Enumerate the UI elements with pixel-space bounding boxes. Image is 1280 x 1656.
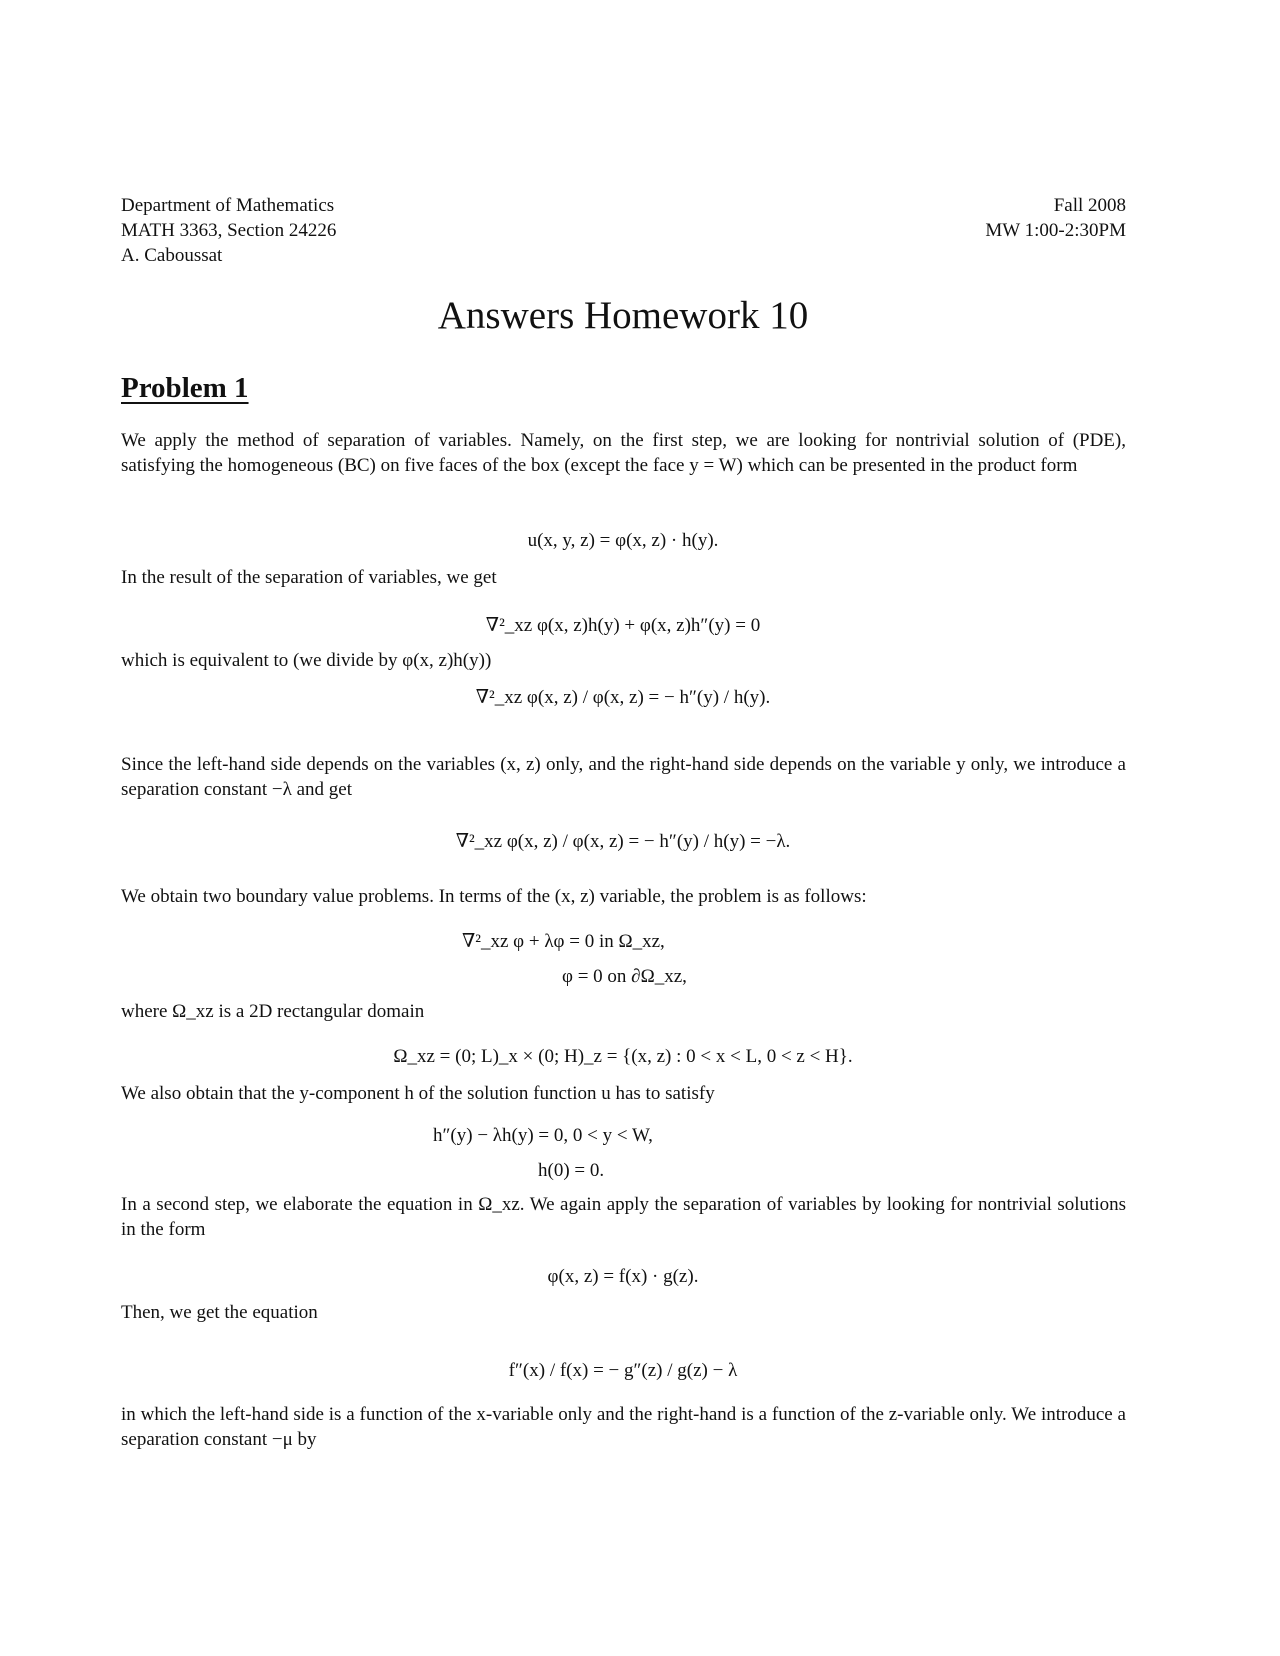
equation-fg-ratio-text: f″(x) / f(x) = − g″(z) / g(z) − λ bbox=[508, 1360, 738, 1381]
paragraph-y-component bbox=[121, 1081, 1126, 1106]
equation-lambda-text: ∇²_xz φ(x, z) / φ(x, z) = − h″(y) / h(y) = −λ. bbox=[455, 831, 791, 852]
equation-h-bc-text: h(0) = 0. bbox=[538, 1160, 605, 1181]
equation-domain-text: Ω_xz = (0; L)_x × (0; H)_z = {(x, z) : 0 < x < L, 0 < z < H}. bbox=[393, 1046, 853, 1067]
equation-product-form bbox=[0, 530, 1246, 552]
paragraph-mu bbox=[121, 1402, 1126, 1452]
equation-lambda bbox=[0, 830, 1246, 853]
header-schedule: MW 1:00-2:30PM bbox=[985, 220, 1126, 241]
paragraph-second-step bbox=[121, 1192, 1126, 1242]
paragraph-domain-text: where Ω_xz is a 2D rectangular domain bbox=[121, 1001, 425, 1022]
paragraph-intro bbox=[121, 428, 1126, 478]
paragraph-second-step-text: In a second step, we elaborate the equation in Ω_xz. We again apply the separation of variables by looking for nontrivial solutions in the form bbox=[121, 1194, 1126, 1240]
paragraph-equivalent-text: which is equivalent to (we divide by φ(x, z)h(y)) bbox=[121, 650, 492, 671]
paragraph-separation-result-text: In the result of the separation of variables, we get bbox=[121, 567, 497, 588]
paragraph-separation-constant bbox=[121, 752, 1126, 802]
equation-bvp-xz-bc-text: φ = 0 on ∂Ω_xz, bbox=[562, 966, 687, 987]
paragraph-equivalent bbox=[121, 648, 1126, 673]
equation-fg-ratio bbox=[0, 1360, 1246, 1382]
equation-ratio bbox=[0, 686, 1246, 709]
equation-bvp-xz-bc bbox=[562, 966, 687, 988]
header-course: MATH 3363, Section 24226 bbox=[121, 220, 337, 241]
equation-phi-product bbox=[0, 1266, 1246, 1288]
header-instructor: A. Caboussat bbox=[121, 245, 223, 266]
equation-h-ode-text: h″(y) − λh(y) = 0, 0 < y < W, bbox=[433, 1125, 653, 1146]
page-title: Answers Homework 10 bbox=[437, 294, 809, 337]
equation-separated-text: ∇²_xz φ(x, z)h(y) + φ(x, z)h″(y) = 0 bbox=[485, 615, 761, 636]
problem-heading: Problem 1 bbox=[121, 372, 249, 404]
header-department: Department of Mathematics bbox=[121, 195, 335, 216]
equation-separated bbox=[0, 614, 1246, 637]
paragraph-separation-constant-text: Since the left-hand side depends on the variables (x, z) only, and the right-hand side depends on the variable y only, we introduce a separation constant −λ and get bbox=[121, 754, 1126, 800]
equation-h-bc bbox=[538, 1160, 604, 1182]
paragraph-bvp-text: We obtain two boundary value problems. In terms of the (x, z) variable, the problem is as follows: bbox=[121, 886, 867, 907]
equation-phi-product-text: φ(x, z) = f(x) · g(z). bbox=[547, 1266, 699, 1287]
paragraph-intro-text: We apply the method of separation of variables. Namely, on the first step, we are looking for nontrivial solution of (PDE), satisfying the homogeneous (BC) on five faces of the box (except the face y = W) which can be presented in the product form bbox=[121, 430, 1126, 476]
equation-ratio-text: ∇²_xz φ(x, z) / φ(x, z) = − h″(y) / h(y). bbox=[475, 687, 771, 708]
paragraph-domain bbox=[121, 999, 1126, 1024]
paragraph-bvp bbox=[121, 884, 1126, 909]
paragraph-mu-text: in which the left-hand side is a function of the x-variable only and the right-hand is a function of the z-variable only. We introduce a separation constant −μ by bbox=[121, 1404, 1126, 1450]
paragraph-then-text: Then, we get the equation bbox=[121, 1302, 318, 1323]
equation-bvp-xz-pde-text: ∇²_xz φ + λφ = 0 in Ω_xz, bbox=[462, 931, 665, 952]
equation-bvp-xz-pde bbox=[462, 930, 665, 953]
equation-product-form-text: u(x, y, z) = φ(x, z) · h(y). bbox=[527, 530, 719, 551]
equation-h-ode bbox=[433, 1125, 653, 1147]
paragraph-separation-result bbox=[121, 565, 1126, 590]
paragraph-y-component-text: We also obtain that the y-component h of the solution function u has to satisfy bbox=[121, 1083, 715, 1104]
paragraph-then bbox=[121, 1300, 1126, 1325]
equation-domain bbox=[0, 1046, 1246, 1068]
header-term: Fall 2008 bbox=[1053, 195, 1126, 216]
